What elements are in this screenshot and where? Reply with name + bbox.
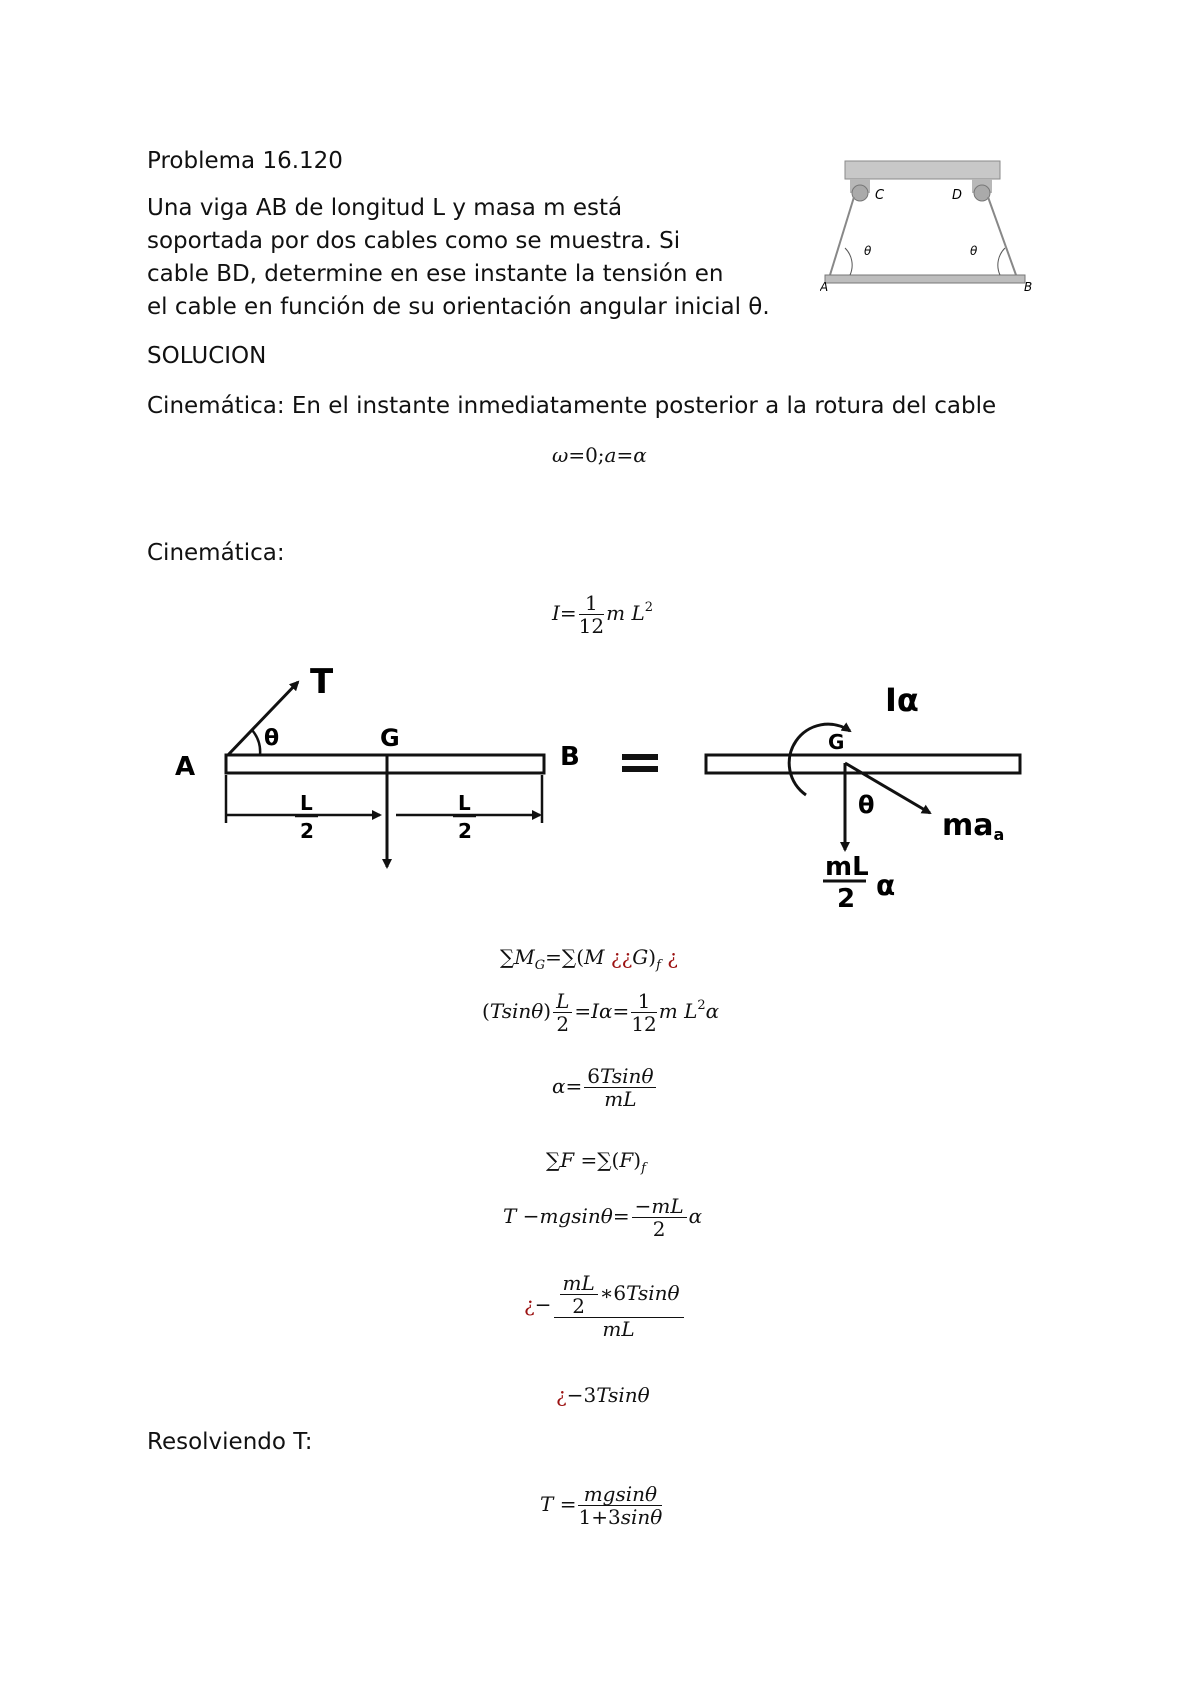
label-theta-right: θ [970,244,978,258]
resolving-heading: Resolviendo T: [147,1429,313,1455]
kinematics-intro: Cinemática: En el instante inmediatamente posterior a la rotura del cable [147,393,997,419]
label-a: A [820,280,829,294]
cable-bd [988,197,1016,275]
point-a-label: A [175,752,196,782]
kinematics-heading: Cinemática: [147,540,285,566]
fbd-beam-right [706,755,1020,773]
tension-label: T [310,662,334,702]
point-b-label: B [560,742,580,772]
statement-line-2: soportada por dos cables como se muestra. Si [147,228,681,254]
half-length-right-num: L [458,791,471,815]
inertia-label: Iα [885,681,919,719]
point-g-label-right: G [828,730,845,754]
cable-ac [830,197,854,275]
equation-substitution: ¿− $\frac{mL}{2}$ ∗6Tsinθ mL [524,1272,686,1340]
equation-alpha: α= $\frac{6Tsin\theta}{mL}$ [552,1065,658,1110]
free-body-diagram [160,655,1040,915]
half-length-left-num: L [300,791,313,815]
solution-heading: SOLUCION [147,343,267,369]
problem-figure [820,155,1050,295]
ceiling-support [845,161,1000,179]
point-g-label: G [380,724,400,752]
theta-label-right: θ [858,791,875,819]
equals-sign-bottom [622,766,658,772]
alpha-label: α [876,869,896,902]
theta-label-left: θ [264,726,280,751]
ml-over-2-num: mL [825,852,869,882]
label-b: B [1024,280,1033,294]
tension-arrow [228,682,298,755]
label-theta-left: θ [864,244,872,258]
statement-line-4: el cable en función de su orientación angular inicial θ. [147,294,770,320]
statement-line-3: cable BD, determine en ese instante la tensión en [147,261,724,287]
label-c: C [875,188,885,203]
equation-omega: ω=0;a=α [552,443,647,467]
label-d: D [952,188,963,203]
ma-label: maa [942,808,1005,844]
equals-sign-top [622,754,658,760]
equation-force-expanded: T −mgsinθ= $\frac{-mL}{2}$ α [503,1194,703,1241]
statement-line-1: Una viga AB de longitud L y masa m está [147,195,623,221]
beam-ab [825,275,1025,283]
equation-moment-sum: $\sum M_G=\sum(M$ ¿¿$G)_f$ ¿ [500,945,678,973]
problem-title: Problema 16.120 [147,148,343,174]
fbd-beam-left [226,755,544,773]
equation-inertia: I= $\frac{1}{12}$ m $L^2$ [552,591,654,638]
half-length-left-den: 2 [300,819,314,843]
equation-tension-result: T = $\frac{mgsin\theta}{1+3\sin\theta}$ [540,1482,663,1529]
half-length-right-den: 2 [458,819,472,843]
ml-over-2-den: 2 [837,884,856,914]
equation-simplified: ¿−3Tsinθ [556,1383,650,1407]
equation-force-sum: $\sum F =\sum(F)_f$ [546,1148,646,1176]
equation-moment-expanded: (Tsinθ) $\frac{L}{2}$ =Iα= $\frac{1}{12}$ m $L^2\alpha$ [482,989,720,1036]
